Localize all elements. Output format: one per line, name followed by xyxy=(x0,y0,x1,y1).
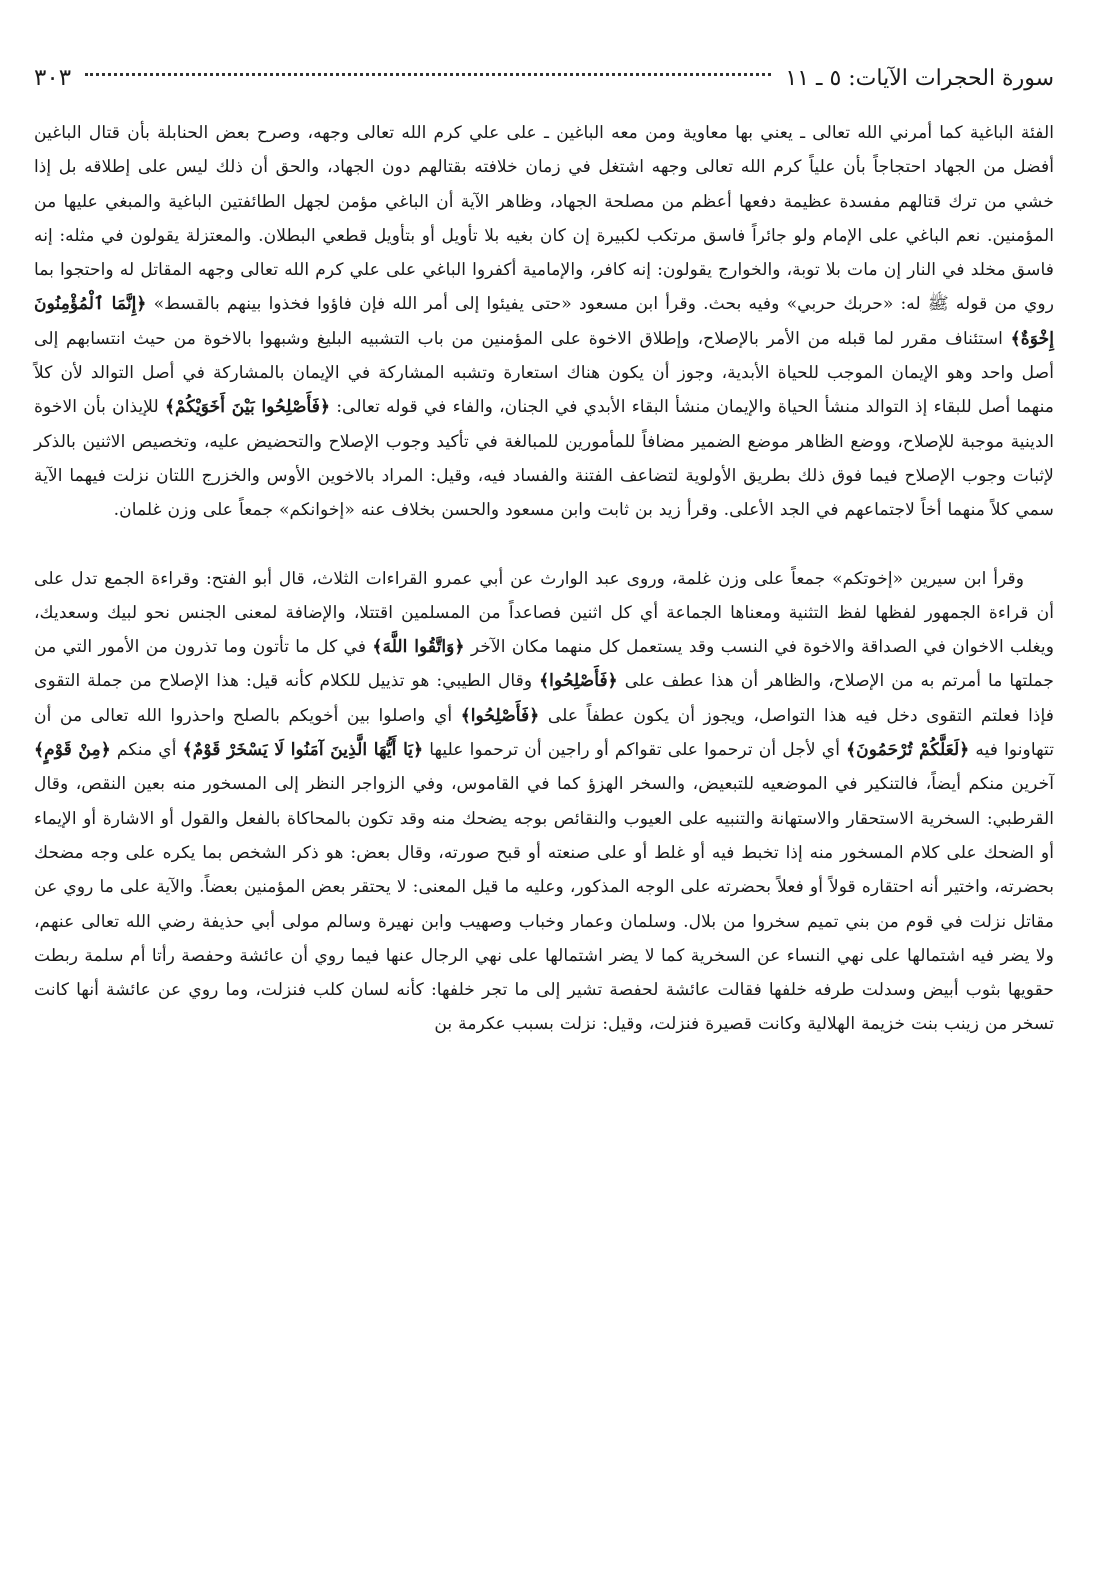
text-segment: أي لأجل أن ترحموا على تقواكم أو راجين أن ترحموا عليها xyxy=(429,740,840,761)
quran-verse: ﴿يَا أَيُّهَا الَّذِينَ آمَنُوا لَا يَسْخَرْ قَوْمٌ﴾ xyxy=(182,740,424,761)
leader-dots xyxy=(85,73,771,76)
quran-verse: ﴿مِنْ قَوْمٍ﴾ xyxy=(34,740,111,761)
text-segment: استئناف مقرر لما قبله من الأمر بالإصلاح، وإطلاق الاخوة على المؤمنين من باب التشبيه البليغ وشبهوا بالاخوة من حيث انتسابهم إلى أصل واحد وهو الإيمان الموجب للحياة الأبدية، وجوز أن يكون هناك استعارة وتشبه المشاركة في الإيمان بالمشاركة في أصل التوالد لأن كلاً منهما أصل للبقاء إذ التوالد منشأ الحياة والإيمان منشأ البقاء الأبدي في الجنان، والفاء في قوله تعالى: xyxy=(34,328,1054,418)
text-segment: في كل ما تأتون وما تذرون من الأمور التي من جملتها ما أمرتم به من الإصلاح، والظاهر أن هذا عطف على xyxy=(34,637,1054,692)
commentary-paragraph-2 xyxy=(34,562,1054,1042)
text-segment: أي منكم xyxy=(116,740,177,761)
page-number: ٣٠٣ xyxy=(34,65,72,91)
document-page xyxy=(34,58,1054,1558)
text-segment: الفئة الباغية كما أمرني الله تعالى ـ يعني بها معاوية ومن معه الباغين ـ على علي كرم الله تعالى وجهه، وصرح بعض الحنابلة بأن قتال الباغين أفضل من الجهاد احتجاجاً بأن علياً كرم الله تعالى وجهه اشتغل في زمان خلافته بقتالهم دون الجهاد، والحق أن ذلك ليس على إطلاقه بل إذا خشي من ترك قتالهم مفسدة عظيمة دفعها أعظم من مصلحة الجهاد، وظاهر الآية أن الباغي مؤمن لجهل الطائفتين الباغية والمبغي عليها من المؤمنين. نعم الباغي على الإمام ولو جائراً فاسق مرتكب لكبيرة إن كان بغيه بلا تأويل أو بتأويل قطعي البطلان. والمعتزلة يقولون في مثله: إنه فاسق مخلد في النار إن مات بلا توبة، والخوارج يقولون: إنه كافر، والإمامية أكفروا الباغي على علي كرم الله تعالى وجهه المقاتل له واحتجوا بما روي من قوله ﷺ له: «حربك حربي» وفيه بحث. وقرأ ابن مسعود «حتى يفيئوا إلى أمر الله فإن فاؤوا فخذوا بينهم بالقسط» xyxy=(34,123,1055,315)
text-segment: آخرين منكم أيضاً، فالتنكير في الموضعيه للتبعيض، والسخر الهزؤ كما في القاموس، وفي الزواجر النظر إلى المسخور منه بعين النقص، وقال القرطبي: السخرية الاستحقار والاستهانة والتنبيه على العيوب والنقائص بوجه يضحك منه وقد تكون بالمحاكاة بالفعل والقول أو الاشارة أو الإيماء أو الضحك على كلام المسخور منه إذا تخبط فيه أو غلط أو على صنعته أو قبح صورته، وقال بعض: هو ذكر الشخص بما يكره على وجه مضحك بحضرته، واختير أنه احتقاره قولاً أو فعلاً بحضرته على الوجه المذكور، وعليه ما قيل المعنى: لا يحتقر بعض المؤمنين بعضاً. والآية على ما روي عن مقاتل نزلت في قوم من بني تميم سخروا من بلال. وسلمان وعمار وخباب وصهيب وابن نهيرة وسالم مولى أبي حذيفة رضي الله تعالى عنهم، ولا يضر فيه اشتمالها على نهي النساء عن السخرية كما لا يضر اشتمالها على نهي الرجال عنها فيما روي أن عائشة وحفصة رأتا أم سلمة ربطت حقويها بثوب أبيض وسدلت طرفه خلفها فقالت عائشة لحفصة تشير إلى ما تجر خلفها: كأنه لسان كلب فنزلت، وما روي عن عائشة أنها كانت تسخر من زينب بنت خزيمة الهلالية وكانت قصيرة فنزلت، وقيل: نزلت بسبب عكرمة بن xyxy=(34,774,1054,1035)
quran-verse: ﴿إِنَّمَا ٱلْمُؤْمِنُونَ إِخْوَةٌ﴾ xyxy=(34,294,1054,349)
text-segment: وقال الطيبي: هو تذييل للكلام كأنه قيل: هذا الإصلاح من جملة التقوى فإذا فعلتم التقوى دخل فيه هذا التواصل، ويجوز أن يكون عطفاً على xyxy=(34,671,1055,726)
quran-verse: ﴿فَأَصْلِحُوا﴾ xyxy=(539,671,618,692)
text-segment: وقرأ ابن سيرين «إخوتكم» جمعاً على وزن غلمة، وروى عبد الوارث عن أبي عمرو القراءات الثلاث، قال أبو الفتح: وقراءة الجمع تدل على أن قراءة الجمهور لفظها لفظ التثنية ومعناها الجماعة أي كل اثنين فصاعداً من المسلمين اقتتلا، والإضافة لمعنى الجنس نحو لبيك وسعديك، ويغلب الاخوان في الصداقة والاخوة في النسب وقد يستعمل كل منهما مكان الآخر xyxy=(34,568,1055,658)
quran-verse: ﴿فَأَصْلِحُوا﴾ xyxy=(460,705,540,726)
page-header xyxy=(34,58,1054,98)
running-title: سورة الحجرات الآيات: ٥ ـ ١١ xyxy=(785,66,1054,91)
text-segment: للإيذان بأن الاخوة الدينية موجبة للإصلاح، ووضع الظاهر موضع الضمير مضافاً للمأمورين للمبالغة في تأكيد وجوب الإصلاح والتحضيض عليه، وتخصيص الاثنين بالذكر لإثبات وجوب الإصلاح فيما فوق ذلك بطريق الأولوية لتضاعف الفتنة والفساد فيه، وقيل: المراد بالاخوين الأوس والخزرج اللتان نزلت فيهما الآية سمي كلاً منهما أخاً لاجتماعهم في الجد الأعلى. وقرأ زيد بن ثابت وابن مسعود والحسن بخلاف عنه «إخوانكم» جمعاً على وزن غلمان. xyxy=(34,397,1054,521)
quran-verse: ﴿لَعَلَّكُمْ تُرْحَمُونَ﴾ xyxy=(846,740,970,761)
text-segment: أي واصلوا بين أخويكم بالصلح واحذروا الله تعالى من أن تتهاونوا فيه xyxy=(34,705,1054,761)
commentary-paragraph-1 xyxy=(34,116,1054,528)
quran-verse: ﴿فَأَصْلِحُوا بَيْنَ أَخَوَيْكُمْ﴾ xyxy=(164,397,331,418)
quran-verse: ﴿وَاتَّقُوا اللَّهَ﴾ xyxy=(372,637,465,658)
